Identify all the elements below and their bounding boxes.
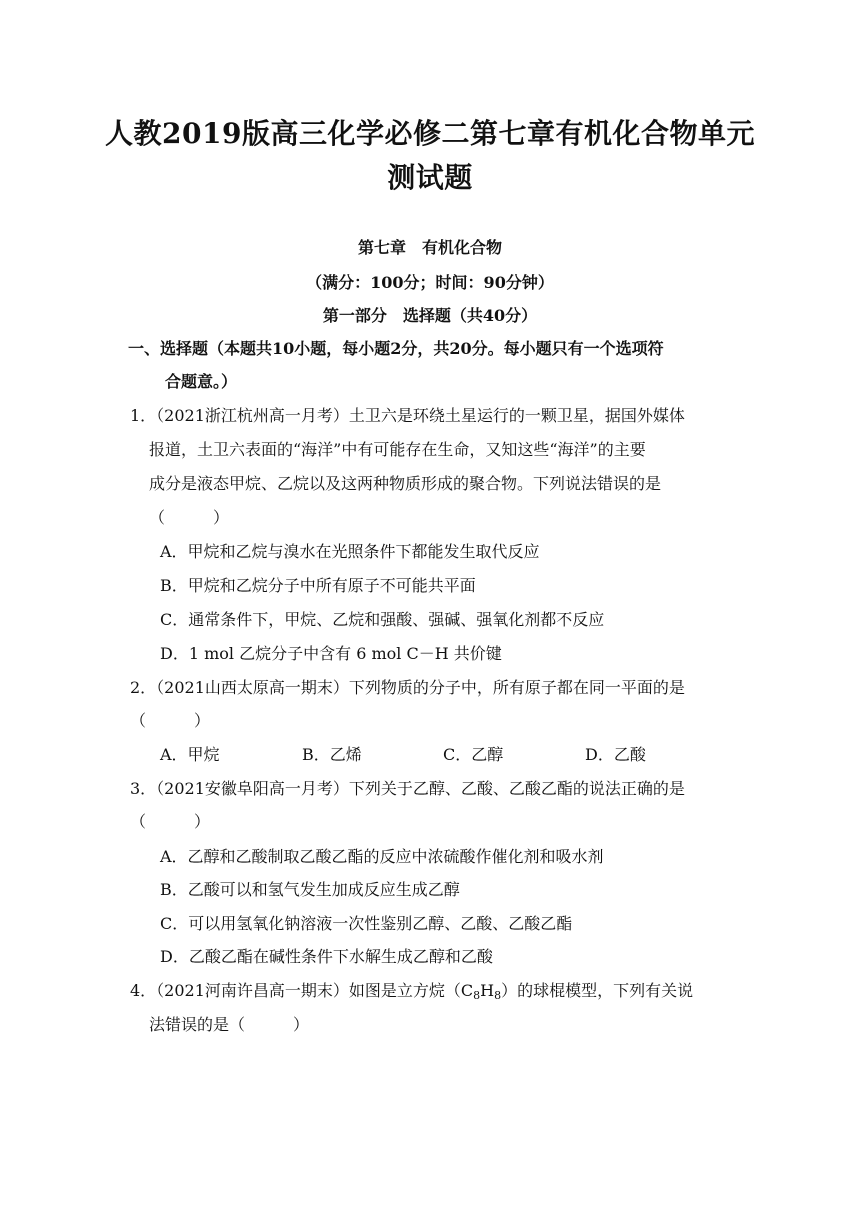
question-1-line-3: 成分是液态甲烷、乙烷以及这两种物质形成的聚合物。下列说法错误的是 [149,474,662,493]
part-one-heading: 第一部分 选择题（共40分） [322,306,538,325]
question-2-option-a: A．甲烷 [160,745,220,764]
question-3-option-a: A．乙醇和乙酸制取乙酸乙酯的反应中浓硫酸作催化剂和吸水剂 [160,847,604,866]
question-2-option-b: B．乙烯 [302,745,362,764]
question-3-answer-blank: （ ） [130,812,211,831]
question-3-line-1: 3．（2021安徽阜阳高一月考）下列关于乙醇、乙酸、乙酸乙酯的说法正确的是 [130,779,685,798]
question-2-option-c: C．乙醇 [443,745,504,764]
document-title-line-2: 测试题 [387,161,473,194]
question-3-option-b: B．乙酸可以和氢气发生加成反应生成乙醇 [160,880,460,899]
question-1-option-d: D．1 mol 乙烷分子中含有 6 mol C－H 共价键 [160,644,502,663]
question-4-line-2: 法错误的是（ ） [149,1015,310,1034]
score-time-note: （满分：100分；时间：90分钟） [306,273,554,292]
section-heading-line-2: 合题意。） [165,372,238,391]
question-3-option-c: C．可以用氢氧化钠溶液一次性鉴别乙醇、乙酸、乙酸乙酯 [160,914,573,933]
question-4-line-1 [130,980,693,1002]
question-3-option-d: D．乙酸乙酯在碱性条件下水解生成乙醇和乙酸 [160,947,493,966]
formula-subscript-c: 8 [473,989,481,1002]
question-1-answer-blank: （ ） [149,508,230,527]
question-4-text-suffix: ）的球棍模型，下列有关说 [501,981,694,1000]
question-1-option-b: B．甲烷和乙烷分子中所有原子不可能共平面 [160,576,476,595]
question-2-option-d: D．乙酸 [585,745,646,764]
question-2-line-1: 2．（2021山西太原高一期末）下列物质的分子中，所有原子都在同一平面的是 [130,678,685,697]
question-4-text-prefix: 4．（2021河南许昌高一期末）如图是立方烷（C [130,981,474,1000]
question-2-answer-blank: （ ） [130,711,211,730]
formula-subscript-h: 8 [494,989,502,1002]
document-title-line-1: 人教2019版高三化学必修二第七章有机化合物单元 [105,117,755,150]
section-heading-line-1: 一、选择题（本题共10小题，每小题2分，共20分。每小题只有一个选项符 [128,339,664,358]
question-1-option-c: C．通常条件下，甲烷、乙烷和强酸、强碱、强氧化剂都不反应 [160,610,605,629]
chapter-heading: 第七章 有机化合物 [357,238,502,257]
question-1-option-a: A．甲烷和乙烷与溴水在光照条件下都能发生取代反应 [160,542,540,561]
question-1-line-2: 报道，土卫六表面的“海洋”中有可能存在生命，又知这些“海洋”的主要 [149,440,646,459]
question-1-line-1: 1．（2021浙江杭州高一月考）土卫六是环绕土星运行的一颗卫星，据国外媒体 [130,406,685,425]
formula-h: H [480,981,495,1000]
